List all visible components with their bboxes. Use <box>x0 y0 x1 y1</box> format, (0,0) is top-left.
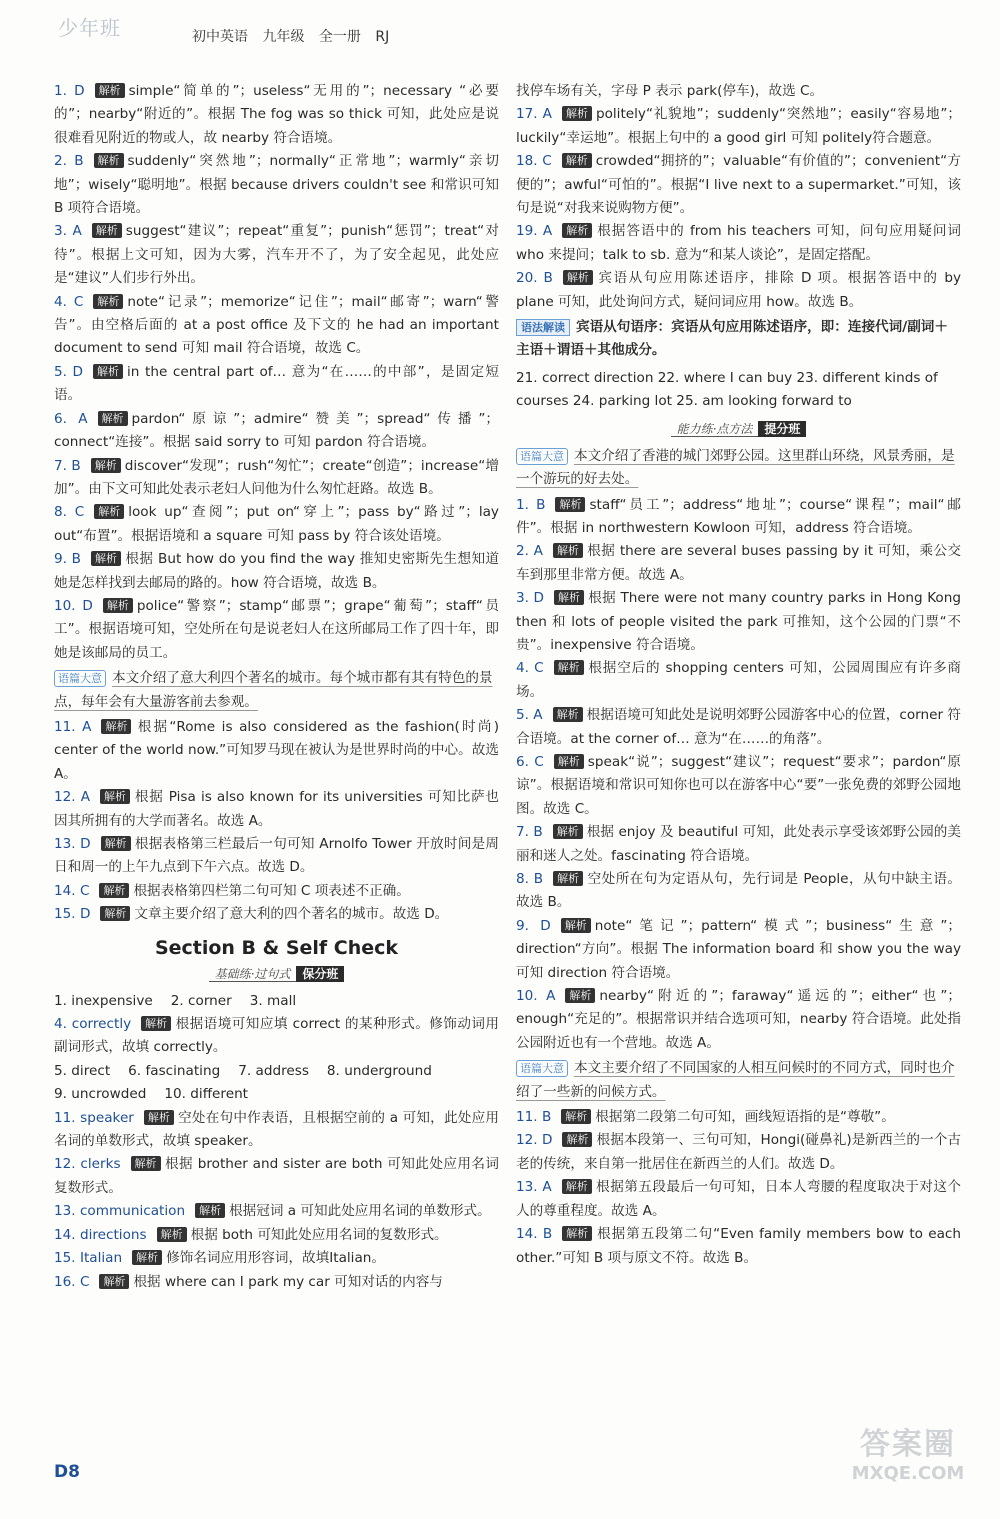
analysis-tag: 解析 <box>93 294 123 309</box>
analysis-tag: 解析 <box>561 918 591 933</box>
answer-item <box>516 868 961 915</box>
answer-number: 12. clerks <box>54 1156 121 1173</box>
analysis-tag: 解析 <box>94 153 124 168</box>
answer-number: 1. D <box>54 83 85 99</box>
analysis-tag: 解析 <box>555 497 585 512</box>
answer-number: 15. D <box>54 906 91 923</box>
passage-summary: 语篇大意 本文主要介绍了不同国家的人相互问候时的不同方式，同时也介绍了一些新的问候方式。 <box>516 1060 955 1100</box>
site-watermark: 答案圈 MXQE.COM <box>851 1427 965 1484</box>
analysis-tag: 解析 <box>554 590 584 605</box>
answer-item <box>516 1176 961 1223</box>
tip-tag: 语法解读 <box>516 319 570 336</box>
analysis-tag: 解析 <box>562 1179 592 1194</box>
answer-text: crowded“拥挤的”；valuable“有价值的”；convenient“方便的”；awful“可怕的”。根据“I live next to a supermarket.”可知，该句是说“对我来说购物方便”。 <box>516 153 961 217</box>
analysis-tag: 解析 <box>553 707 583 722</box>
answer-text: 修饰名词应用形容词，故填Italian。 <box>166 1250 385 1267</box>
analysis-tag: 解析 <box>132 1250 162 1265</box>
answer-text: 根据冠词 a 可知此处应用名词的单数形式。 <box>229 1203 491 1220</box>
page-header <box>30 8 970 48</box>
answer-item <box>54 833 499 880</box>
answer-text: 根据第五段最后一句可知，日本人弯腰的程度取决于对这个人的尊重程度。故选 A。 <box>516 1179 961 1219</box>
answer-text: pardon“原谅”；admire“赞美”；spread“传播”；connect“连接”。根据 said sorry to 可知 pardon 符合语境。 <box>54 410 500 451</box>
answer-text: nearby“附近的”；faraway“遥远的”；either“也”；enough“充足的”。根据常识并结合选项可知，nearby 符合语境。此处指公园附近也有一个营地。故选 A。 <box>516 988 961 1051</box>
answer-item <box>54 291 499 361</box>
answer-number: 4. correctly <box>54 1016 132 1033</box>
analysis-tag: 解析 <box>103 598 133 613</box>
answer-text: 根据 But how do you find the way 推知史密斯先生想知道她是怎样找到去邮局的路的。how 符合语境，故选 B。 <box>54 551 500 591</box>
answer-item <box>54 150 499 220</box>
answer-number: 18. C <box>516 153 552 170</box>
answer-item <box>516 267 961 314</box>
analysis-tag: 解析 <box>98 411 128 426</box>
level-band: 能力练·点方法 提分班 <box>516 420 961 437</box>
answer-item <box>54 1247 499 1270</box>
answer-item <box>54 408 499 455</box>
answer-number: 17. A <box>516 106 552 123</box>
answer-item <box>54 220 499 290</box>
answer-number: 11. B <box>516 1109 552 1126</box>
passage-summary: 语篇大意 本文介绍了意大利四个著名的城市。每个城市都有其有特色的景点，每年会有大量游客前去参观。 <box>54 670 493 710</box>
analysis-tag: 解析 <box>554 754 584 769</box>
answer-text: simple“简单的”；useless“无用的”；necessary “必要的”；nearby“附近的”。根据 The fog was so thick 可知，此处应是说很难看见附近的物或人，故 nearby 符合语境。 <box>54 83 499 146</box>
fill-answers: 5. direct 6. fascinating 7. address 8. underground <box>54 1062 432 1079</box>
analysis-tag: 解析 <box>562 1226 592 1241</box>
analysis-tag: 解析 <box>99 883 129 898</box>
answer-number: 14. B <box>516 1226 553 1243</box>
answer-number: 3. D <box>516 590 544 607</box>
answer-number: 4. C <box>54 293 84 310</box>
answer-item <box>516 915 961 985</box>
answer-text: speak“说”；suggest“建议”；request“要求”；pardon“原谅”。根据语境和常识可知你也可以在游客中心“要”一张免费的郊野公园地图。故选 C。 <box>516 753 961 817</box>
answer-item <box>516 1223 961 1270</box>
answer-item <box>516 587 961 657</box>
grammar-tip: 语法解读 宾语从句语序：宾语从句应用陈述语序，即：连接代词/副词＋主语＋谓语＋其他成分。 <box>516 319 948 359</box>
answer-number: 4. C <box>516 660 544 677</box>
answer-text: police“警察”；stamp“邮票”；grape“葡萄”；staff“员工”。根据语境可知，空处所在句是说老妇人在这所邮局工作了四十年，即她是该邮局的员工。 <box>54 597 499 661</box>
answer-item <box>54 1271 499 1294</box>
analysis-tag: 解析 <box>95 83 125 98</box>
analysis-tag: 解析 <box>141 1016 171 1031</box>
answer-item <box>54 1224 499 1247</box>
answer-item <box>54 595 499 665</box>
analysis-tag: 解析 <box>562 1132 592 1147</box>
summary-tag: 语篇大意 <box>516 1060 568 1077</box>
answer-text: note“记录”；memorize“记住”；mail“邮寄”；warn“警告”。由空格后面的 at a post office 及下文的 he had an important document to send 可知 mail 符合语境，故选 C。 <box>54 293 499 357</box>
analysis-tag: 解析 <box>561 1109 591 1124</box>
answer-number: 14. directions <box>54 1226 147 1243</box>
answer-item <box>516 1106 961 1129</box>
answer-text: suddenly“突然地”；normally“正常地”；warmly“亲切地”；wisely“聪明地”。根据 because drivers couldn't see 和常识可知 B 项符合语境。 <box>54 153 499 217</box>
answer-number: 7. B <box>54 457 81 474</box>
answer-text: suggest“建议”；repeat“重复”；punish“惩罚”；treat“对待”。根据上文可知，因为大雾，汽车开不了，为了安全起见，此处应是“建议”人们步行外出。 <box>54 223 500 287</box>
answer-number: 9. D <box>516 917 551 934</box>
answer-text: 根据 Pisa is also known for its universities 可知比萨也因其所拥有的大学而著名。故选 A。 <box>54 789 499 829</box>
answer-number: 8. B <box>516 871 544 887</box>
answer-number: 2. B <box>54 153 84 170</box>
answer-text: discover“发现”；rush“匆忙”；create“创造”；increase“增加”。由下文可知此处表示老妇人问他为什么匆忙赶路。故选 B。 <box>54 457 500 497</box>
answer-item <box>516 494 961 541</box>
answer-text: 根据 brother and sister are both 可知此处应用名词复数形式。 <box>54 1156 499 1196</box>
analysis-tag: 解析 <box>91 551 121 566</box>
answer-number: 7. B <box>516 824 543 841</box>
analysis-tag: 解析 <box>101 836 131 851</box>
answer-number: 9. B <box>54 551 81 568</box>
answer-item <box>516 985 961 1055</box>
answer-text: 根据表格第四栏第二句可知 C 项表述不正确。 <box>133 882 410 899</box>
level-band: 基础练·过句式 保分班 <box>54 965 499 982</box>
analysis-tag: 解析 <box>144 1110 174 1125</box>
answer-item <box>54 1200 499 1223</box>
answer-item <box>516 657 961 704</box>
answer-text: 根据 both 可知此处应用名词的复数形式。 <box>190 1226 448 1243</box>
analysis-tag: 解析 <box>157 1227 187 1242</box>
answer-item <box>54 786 499 833</box>
answer-number: 8. C <box>54 504 85 521</box>
answer-text: 根据本段第一、三句可知，Hongi(碰鼻礼)是新西兰的一个古老的传统，来自第一批居住在新西兰的人们。故选 D。 <box>516 1132 961 1172</box>
analysis-tag: 解析 <box>101 719 131 734</box>
answer-text: 根据 there are several buses passing by it 可知，乘公交车到那里非常方便。故选 A。 <box>516 543 961 583</box>
analysis-tag: 解析 <box>562 153 592 168</box>
analysis-tag: 解析 <box>562 106 592 121</box>
answer-number: 6. A <box>54 410 88 427</box>
answer-item <box>54 1013 499 1060</box>
analysis-tag: 解析 <box>553 871 583 886</box>
answer-continuation: 找停车场有关，字母 P 表示 park(停车)，故选 C。 <box>516 83 824 99</box>
answer-text: 根据第二段第二句可知，画线短语指的是“尊敬”。 <box>595 1109 895 1126</box>
answer-number: 5. D <box>54 363 84 380</box>
answer-text: 根据第五段第二句“Even family members bow to each other.”可知 B 项与原文不符。故选 B。 <box>516 1226 961 1266</box>
answer-item <box>54 455 499 502</box>
answer-number: 2. A <box>516 543 543 560</box>
answer-item <box>54 1107 499 1154</box>
answer-item <box>516 1129 961 1176</box>
answer-number: 13. communication <box>54 1203 186 1220</box>
answer-number: 14. C <box>54 882 90 899</box>
answer-text: 文章主要介绍了意大利的四个著名的城市。故选 D。 <box>134 906 449 923</box>
answer-number: 12. D <box>516 1132 553 1149</box>
answer-item <box>516 821 961 868</box>
answer-item <box>54 1153 499 1200</box>
analysis-tag: 解析 <box>563 270 593 285</box>
right-column <box>516 80 961 1270</box>
analysis-tag: 解析 <box>91 458 121 473</box>
answer-item <box>516 540 961 587</box>
answer-number: 12. A <box>54 789 91 806</box>
answer-number: 16. C <box>54 1273 90 1290</box>
answer-text: 根据语境可知此处是说明郊野公园游客中心的位置，corner 符合语境。at the corner of… 意为“在……的角落”。 <box>516 707 962 747</box>
answer-number: 20. B <box>516 270 553 287</box>
section-title: Section B & Self Check <box>154 936 399 959</box>
passage-summary: 语篇大意 本文介绍了香港的城门郊野公园。这里群山环绕，风景秀丽，是一个游玩的好去处。 <box>516 447 955 488</box>
answer-number: 1. B <box>516 496 546 513</box>
answer-number: 11. A <box>54 718 92 735</box>
answer-item <box>516 751 961 821</box>
answer-text: 宾语从句应用陈述语序，排除 D 项。根据答语中的 by plane 可知，此处询问方式，疑问词应用 how。故选 B。 <box>516 270 961 310</box>
answer-text: note“笔记”；pattern“模式”；business“生意”；direction“方向”。根据 The information board 和 show you the way 可知 direction 符合语境。 <box>516 917 961 981</box>
answer-text: 根据 enjoy 及 beautiful 可知，此处表示享受该郊野公园的美丽和迷人之处。fascinating 符合语境。 <box>516 824 961 864</box>
answer-text: staff“员工”；address“地址”；course“课程”；mail“邮件”。根据 in northwestern Kowloon 可知，address 符合语境。 <box>516 496 961 536</box>
answer-number: 10. A <box>516 988 556 1005</box>
analysis-tag: 解析 <box>195 1203 225 1218</box>
answer-item <box>516 220 961 267</box>
answer-text: 根据表格第三栏最后一句可知 Arnolfo Tower 开放时间是周日和周一的上午九点到下午六点。故选 D。 <box>54 836 499 876</box>
answer-text: 根据空后的 shopping centers 可知，公园周围应有许多商场。 <box>516 660 961 700</box>
analysis-tag: 解析 <box>562 223 592 238</box>
answer-number: 13. A <box>516 1179 552 1196</box>
answer-item <box>54 80 499 150</box>
analysis-tag: 解析 <box>94 504 124 519</box>
left-column <box>54 80 499 1294</box>
answer-text: 根据语境可知应填 correct 的某种形式。修饰动词用副词形式，故填 correctly。 <box>54 1016 499 1056</box>
analysis-tag: 解析 <box>100 789 130 804</box>
answer-text: 根据 There were not many country parks in Hong Kong then 和 lots of people visited the park 可推知，这个公园的门票“不贵”。inexpensive 符合语境。 <box>516 590 961 653</box>
analysis-tag: 解析 <box>553 543 583 558</box>
answer-item <box>54 903 499 926</box>
answer-item <box>516 704 961 751</box>
analysis-tag: 解析 <box>93 364 123 379</box>
fill-answers: 21. correct direction 22. where I can buy 23. different kinds of courses 24. parking lot 25. am looking forward to <box>516 369 938 410</box>
answer-item <box>54 501 499 548</box>
fill-answers: 1. inexpensive 2. corner 3. mall <box>54 992 297 1009</box>
answer-item <box>54 716 499 786</box>
analysis-tag: 解析 <box>131 1156 161 1171</box>
analysis-tag: 解析 <box>553 824 583 839</box>
answer-text: 根据答语中的 from his teachers 可知，问句应用疑问词 who 来提问；talk to sb. 意为“和某人谈论”，是固定搭配。 <box>516 223 961 263</box>
analysis-tag: 解析 <box>565 988 595 1003</box>
summary-tag: 语篇大意 <box>54 670 106 687</box>
analysis-tag: 解析 <box>554 660 584 675</box>
answer-text: 根据“Rome is also considered as the fashion(时尚) center of the world now.”可知罗马现在被认为是世界时尚的中心。故选 A。 <box>54 718 499 782</box>
analysis-tag: 解析 <box>100 906 130 921</box>
answer-item <box>54 361 499 408</box>
answer-number: 11. speaker <box>54 1109 134 1126</box>
analysis-tag: 解析 <box>92 223 122 238</box>
answer-number: 19. A <box>516 223 553 240</box>
answer-text: look up“查阅”；put on“穿上”；pass by“路过”；lay out“布置”。根据语境和 a square 可知 pass by 符合该处语境。 <box>54 504 499 544</box>
answer-number: 3. A <box>54 223 82 240</box>
series-logo: 少年班 <box>58 16 121 40</box>
answer-text: 空处所在句为定语从句，先行词是 People，从句中缺主语。故选 B。 <box>516 871 961 911</box>
answer-number: 5. A <box>516 707 543 724</box>
answer-text: 空处在句中作表语，且根据空前的 a 可知，此处应用名词的单数形式，故填 speaker。 <box>54 1109 499 1150</box>
answer-text: 根据 where can I park my car 可知对话的内容与 <box>133 1273 443 1290</box>
answer-text: politely“礼貌地”；suddenly“突然地”；easily“容易地”；luckily“幸运地”。根据上句中的 a good girl 可知 politely符合题意。 <box>516 106 961 146</box>
book-info: 初中英语 九年级 全一册 RJ <box>192 29 390 45</box>
answer-number: 15. Italian <box>54 1250 123 1267</box>
answer-number: 6. C <box>516 753 544 770</box>
answer-item <box>516 103 961 150</box>
analysis-tag: 解析 <box>99 1274 129 1289</box>
fill-answers: 9. uncrowded 10. different <box>54 1086 249 1103</box>
answer-number: 10. D <box>54 597 93 614</box>
answer-item <box>54 880 499 903</box>
answer-item <box>54 548 499 595</box>
page-number: D8 <box>54 1462 80 1482</box>
summary-tag: 语篇大意 <box>516 448 568 465</box>
answer-number: 13. D <box>54 836 91 852</box>
answer-text: in the central part of… 意为“在……的中部”，是固定短语。 <box>54 363 499 404</box>
answer-item <box>516 150 961 220</box>
